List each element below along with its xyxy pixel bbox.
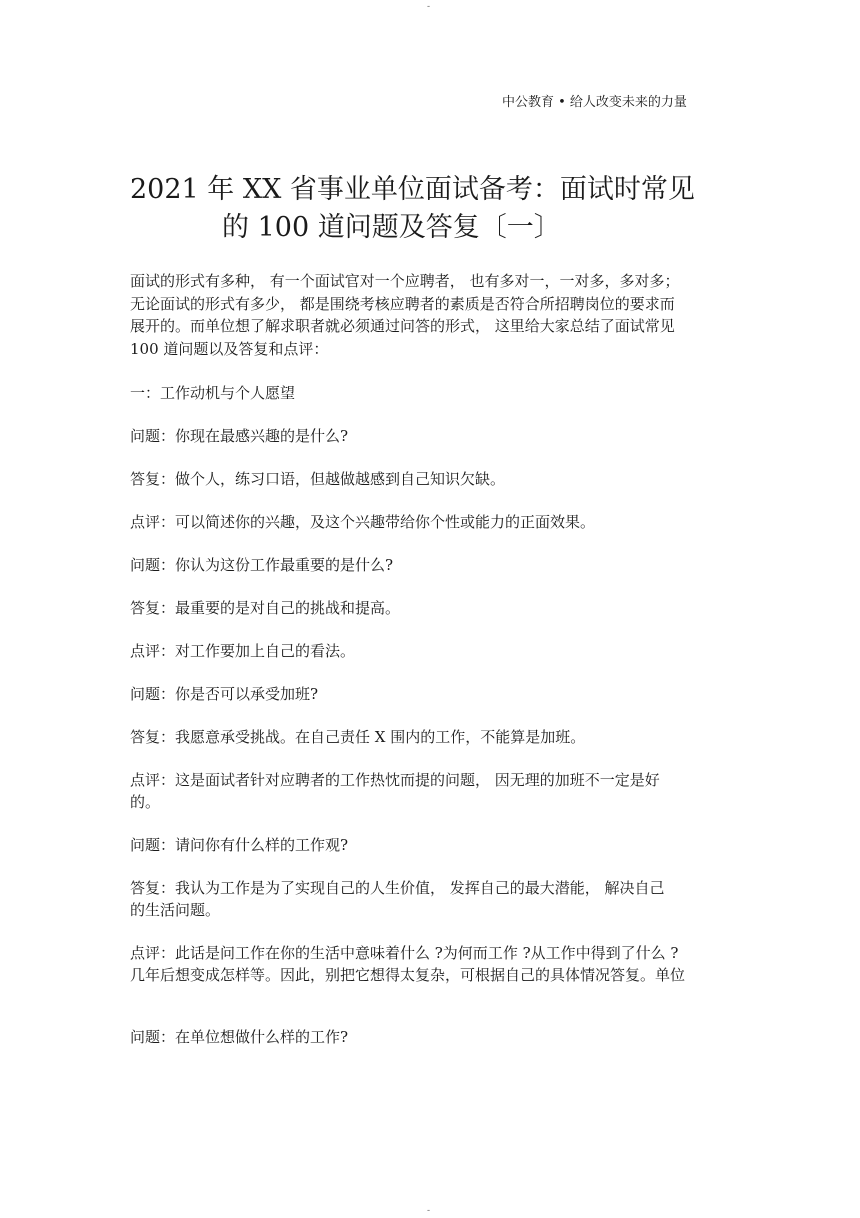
- qa-item: [130, 683, 725, 705]
- intro-paragraph: [130, 270, 725, 360]
- qa-item: [130, 942, 725, 986]
- qa-line: 问题：在单位想做什么样的工作?: [130, 1028, 349, 1046]
- qa-item: [130, 877, 725, 921]
- qa-line: 点评：这是面试者针对应聘者的工作热忱而提的问题， 因无理的加班不一定是好: [130, 771, 660, 789]
- intro-line: 展开的。而单位想了解求职者就必须通过问答的形式， 这里给大家总结了面试常见: [130, 317, 675, 335]
- qa-line: 的生活问题。: [130, 901, 221, 919]
- qa-line: 答复：做个人，练习口语，但越做越感到自己知识欠缺。: [130, 470, 506, 488]
- document-body: [130, 270, 725, 1048]
- page-top-mark: -: [427, 2, 431, 12]
- intro-line: 100 道问题以及答复和点评：: [130, 339, 329, 358]
- title-line-1: 2021 年 XX 省事业单位面试备考：面试时常见: [130, 174, 695, 205]
- qa-item: [130, 834, 725, 856]
- qa-item: [130, 468, 725, 490]
- page-bottom-mark: -: [427, 1206, 431, 1216]
- qa-line: 几年后想变成怎样等。因此，别把它想得太复杂，可根据自己的具体情况答复。单位: [130, 966, 686, 984]
- qa-item: [130, 1026, 725, 1048]
- qa-item: [130, 769, 725, 813]
- qa-line: 答复：我愿意承受挑战。在自己责任 X 围内的工作，不能算是加班。: [130, 728, 586, 746]
- intro-line: 面试的形式有多种， 有一个面试官对一个应聘者， 也有多对一，一对多，多对多；: [130, 272, 680, 290]
- qa-item: [130, 511, 725, 533]
- header-slogan: 中公教育 • 给人改变未来的力量: [502, 95, 687, 110]
- qa-line: 问题：请问你有什么样的工作观?: [130, 836, 349, 854]
- qa-line: 点评：可以简述你的兴趣，及这个兴趣带给你个性或能力的正面效果。: [130, 513, 596, 531]
- qa-line: 答复：我认为工作是为了实现自己的人生价值， 发挥自己的最大潜能， 解决自己: [130, 879, 665, 897]
- qa-item: [130, 640, 725, 662]
- qa-line: 的。: [130, 793, 161, 811]
- qa-line: 问题：你现在最感兴趣的是什么?: [130, 427, 349, 445]
- qa-line: 答复：最重要的是对自己的挑战和提高。: [130, 599, 401, 617]
- qa-line: 问题：你认为这份工作最重要的是什么?: [130, 556, 394, 574]
- title-line-2: 的 100 道问题及答复〔一〕: [222, 212, 561, 243]
- qa-line: 点评：对工作要加上自己的看法。: [130, 642, 356, 660]
- qa-line: 点评：此话是问工作在你的生活中意味着什么 ?为何而工作 ?从工作中得到了什么 ?: [130, 944, 679, 962]
- qa-item: [130, 726, 725, 748]
- intro-line: 无论面试的形式有多少， 都是围绕考核应聘者的素质是否符合所招聘岗位的要求而: [130, 294, 675, 313]
- qa-item: [130, 597, 725, 619]
- qa-line: 问题：你是否可以承受加班?: [130, 685, 319, 703]
- qa-item: [130, 554, 725, 576]
- qa-item: [130, 425, 725, 447]
- section-heading: 一：工作动机与个人愿望: [130, 384, 296, 402]
